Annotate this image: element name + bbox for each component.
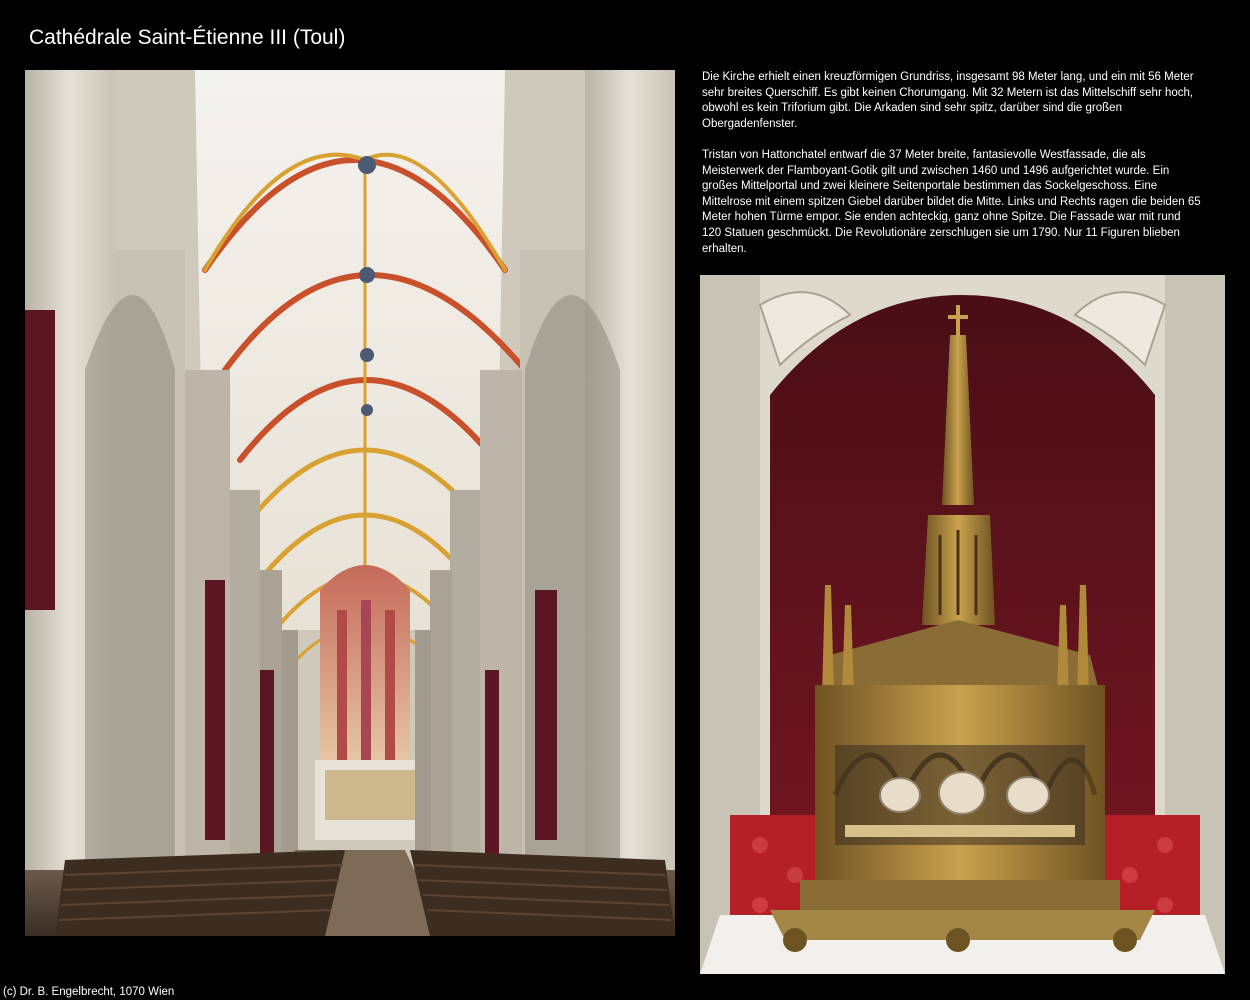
nave-photo	[25, 70, 675, 936]
reliquary-illustration	[700, 275, 1225, 974]
reliquary-photo	[700, 275, 1225, 974]
nave-illustration	[25, 70, 675, 936]
copyright-notice: (c) Dr. B. Engelbrecht, 1070 Wien	[3, 986, 175, 998]
page-title: Cathédrale Saint-Étienne III (Toul)	[29, 26, 346, 49]
description-paragraph: Die Kirche erhielt einen kreuzförmigen Grundriss, insgesamt 98 Meter lang, und ein mit 56 Meter sehr breites Querschiff. Es gibt keinen Chorumgang. Mit 32 Metern ist das Mittelschiff sehr hoch, obwohl es kein Triforium gibt. Die Arkaden sind sehr spitz, darüber sind die großen Obergadenfenster.	[702, 71, 1194, 130]
description-text	[702, 70, 1202, 273]
description-paragraph: Tristan von Hattonchatel entwarf die 37 Meter breite, fantasievolle Westfassade, die als Meisterwerk der Flamboyant-Gotik gilt und zwischen 1460 und 1496 aufgerichtet wurde. Ein großes Mittelportal und zwei kleinere Seitenportale bestimmen das Sockelgeschoss. Eine Mittelrose mit einem spitzen Giebel darüber bildet die Mitte. Links und Rechts ragen die beiden 65 Meter hohen Türme empor. Sie enden achteckig, ganz ohne Spitze. Die Fassade war mit rund 120 Statuen geschmückt. Die Revolutionäre zerschlugen sie um 1790. Nur 11 Figuren blieben erhalten.	[702, 148, 1201, 255]
